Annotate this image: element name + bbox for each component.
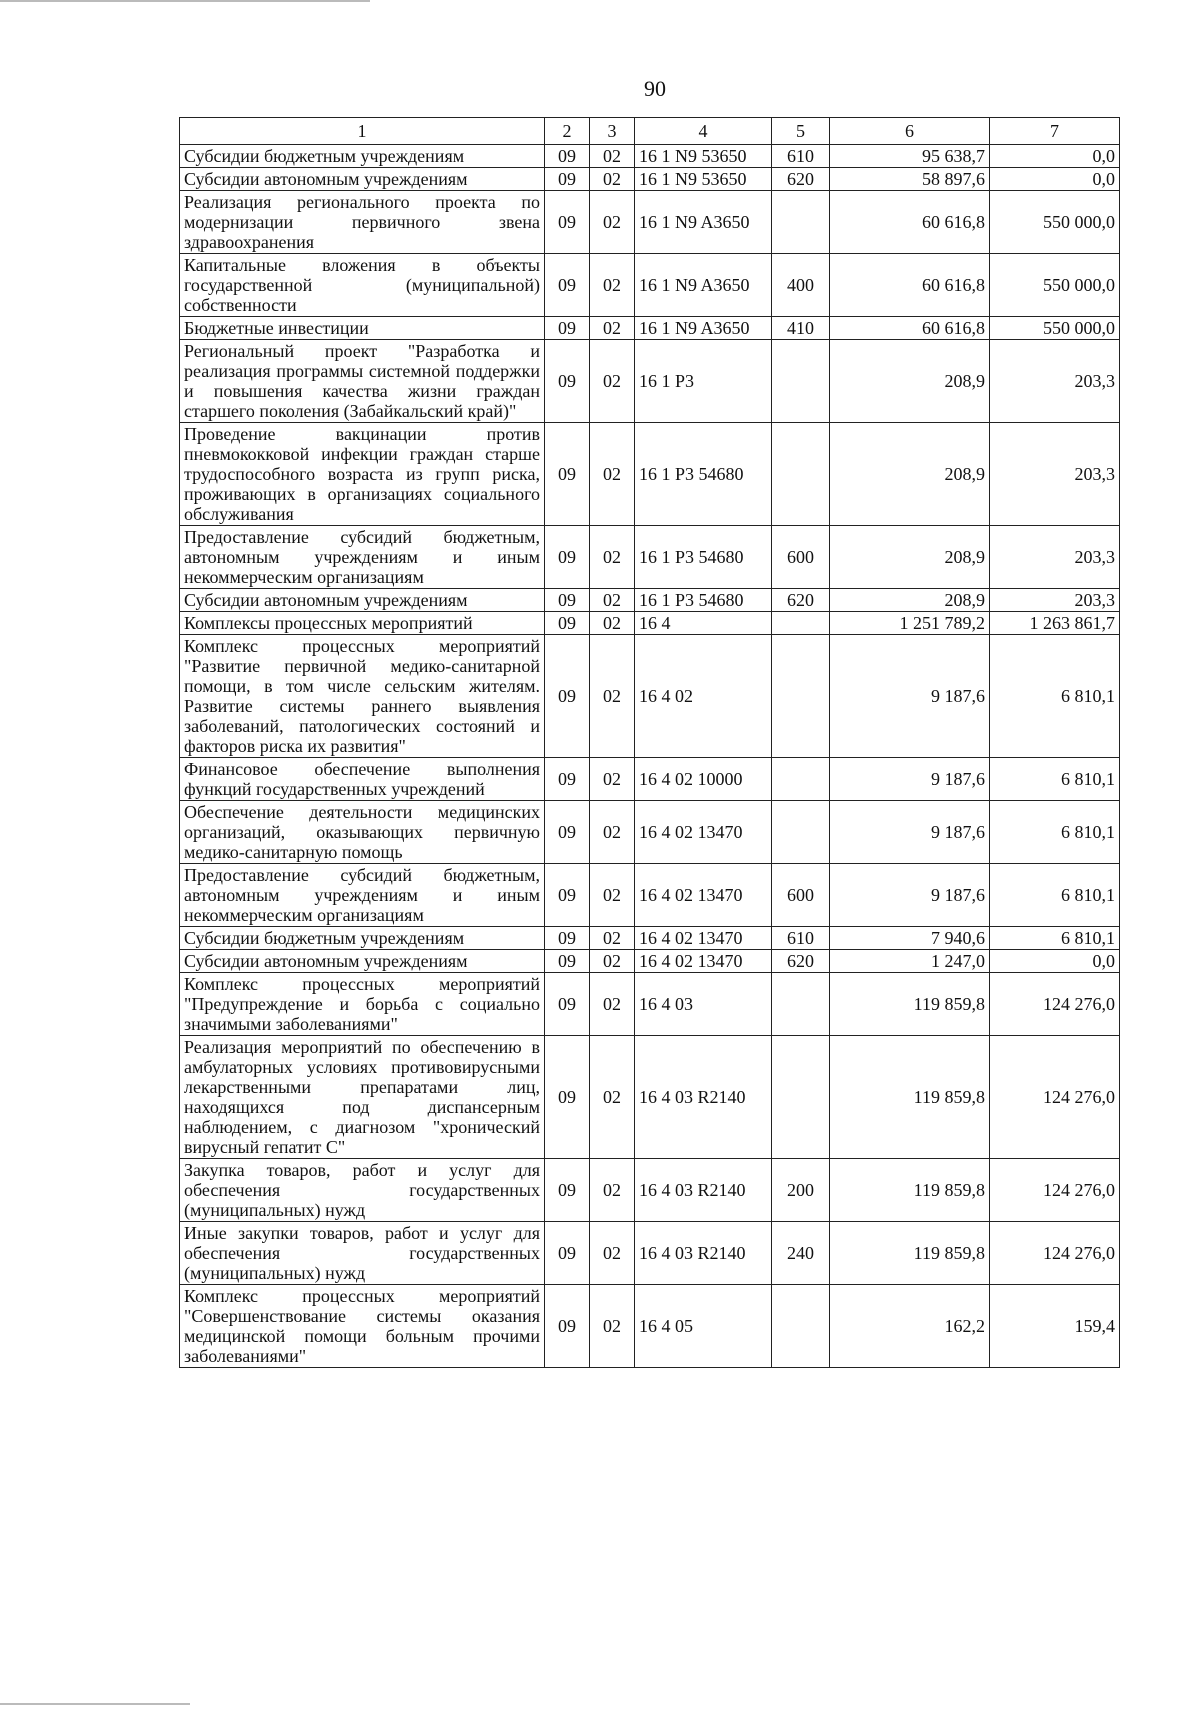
cell-amount-year2: 203,3 (990, 340, 1120, 423)
table-row (180, 635, 1120, 758)
cell-subsection: 02 (590, 927, 635, 950)
scan-border-top (0, 0, 370, 2)
cell-expense-type: 400 (772, 254, 830, 317)
cell-target-article: 16 1 P3 54680 (635, 526, 772, 589)
table-row (180, 145, 1120, 168)
cell-subsection: 02 (590, 1222, 635, 1285)
cell-subsection: 02 (590, 950, 635, 973)
cell-expense-type: 200 (772, 1159, 830, 1222)
cell-expense-type: 620 (772, 950, 830, 973)
cell-name: Комплекс процессных мероприятий "Предупреждение и борьба с социально значимыми заболеваниями" (180, 973, 545, 1036)
cell-section: 09 (545, 168, 590, 191)
cell-amount-year1: 208,9 (830, 589, 990, 612)
column-header: 4 (635, 118, 772, 145)
table-row (180, 1285, 1120, 1368)
cell-amount-year1: 119 859,8 (830, 1036, 990, 1159)
cell-amount-year1: 60 616,8 (830, 317, 990, 340)
cell-amount-year2: 6 810,1 (990, 864, 1120, 927)
cell-target-article: 16 4 02 13470 (635, 950, 772, 973)
cell-name: Субсидии автономным учреждениям (180, 950, 545, 973)
table-row (180, 758, 1120, 801)
cell-section: 09 (545, 423, 590, 526)
cell-section: 09 (545, 612, 590, 635)
cell-amount-year2: 124 276,0 (990, 1159, 1120, 1222)
cell-section: 09 (545, 973, 590, 1036)
cell-subsection: 02 (590, 801, 635, 864)
table-row (180, 927, 1120, 950)
cell-subsection: 02 (590, 168, 635, 191)
table-row (180, 801, 1120, 864)
cell-amount-year2: 550 000,0 (990, 317, 1120, 340)
cell-expense-type: 410 (772, 317, 830, 340)
cell-target-article: 16 1 N9 A3650 (635, 317, 772, 340)
cell-amount-year2: 6 810,1 (990, 927, 1120, 950)
cell-section: 09 (545, 1285, 590, 1368)
table-row (180, 191, 1120, 254)
cell-expense-type: 240 (772, 1222, 830, 1285)
cell-name: Финансовое обеспечение выполнения функций государственных учреждений (180, 758, 545, 801)
cell-amount-year2: 203,3 (990, 526, 1120, 589)
cell-expense-type (772, 973, 830, 1036)
cell-target-article: 16 4 03 (635, 973, 772, 1036)
table-row (180, 423, 1120, 526)
cell-section: 09 (545, 950, 590, 973)
column-header: 5 (772, 118, 830, 145)
cell-section: 09 (545, 340, 590, 423)
cell-name: Обеспечение деятельности медицинских организаций, оказывающих первичную медико-санитарную помощь (180, 801, 545, 864)
cell-amount-year1: 1 251 789,2 (830, 612, 990, 635)
cell-amount-year1: 119 859,8 (830, 1159, 990, 1222)
cell-name: Предоставление субсидий бюджетным, автономным учреждениям и иным некоммерческим организациям (180, 864, 545, 927)
table-row (180, 950, 1120, 973)
cell-amount-year2: 159,4 (990, 1285, 1120, 1368)
cell-target-article: 16 4 03 R2140 (635, 1222, 772, 1285)
table-row (180, 612, 1120, 635)
budget-table (179, 117, 1120, 1368)
cell-amount-year1: 9 187,6 (830, 758, 990, 801)
cell-section: 09 (545, 526, 590, 589)
cell-expense-type: 610 (772, 927, 830, 950)
cell-amount-year1: 1 247,0 (830, 950, 990, 973)
cell-amount-year1: 9 187,6 (830, 864, 990, 927)
cell-name: Закупка товаров, работ и услуг для обеспечения государственных (муниципальных) нужд (180, 1159, 545, 1222)
cell-amount-year2: 550 000,0 (990, 254, 1120, 317)
cell-subsection: 02 (590, 1285, 635, 1368)
cell-expense-type: 600 (772, 864, 830, 927)
table-row (180, 1036, 1120, 1159)
cell-section: 09 (545, 1222, 590, 1285)
cell-target-article: 16 4 03 R2140 (635, 1159, 772, 1222)
cell-amount-year2: 124 276,0 (990, 1036, 1120, 1159)
column-header: 3 (590, 118, 635, 145)
cell-target-article: 16 4 (635, 612, 772, 635)
table-row (180, 340, 1120, 423)
cell-amount-year2: 203,3 (990, 589, 1120, 612)
cell-amount-year1: 208,9 (830, 526, 990, 589)
cell-amount-year2: 0,0 (990, 950, 1120, 973)
cell-expense-type (772, 1285, 830, 1368)
column-header: 2 (545, 118, 590, 145)
cell-name: Бюджетные инвестиции (180, 317, 545, 340)
cell-target-article: 16 4 02 13470 (635, 864, 772, 927)
cell-expense-type (772, 1036, 830, 1159)
cell-section: 09 (545, 317, 590, 340)
table-row (180, 1222, 1120, 1285)
cell-section: 09 (545, 145, 590, 168)
cell-name: Иные закупки товаров, работ и услуг для обеспечения государственных (муниципальных) нужд (180, 1222, 545, 1285)
table-row (180, 864, 1120, 927)
column-header: 6 (830, 118, 990, 145)
cell-target-article: 16 1 N9 A3650 (635, 254, 772, 317)
cell-target-article: 16 4 05 (635, 1285, 772, 1368)
cell-amount-year1: 60 616,8 (830, 254, 990, 317)
cell-target-article: 16 1 P3 54680 (635, 589, 772, 612)
cell-subsection: 02 (590, 973, 635, 1036)
cell-subsection: 02 (590, 635, 635, 758)
cell-subsection: 02 (590, 191, 635, 254)
cell-amount-year1: 119 859,8 (830, 973, 990, 1036)
table-row (180, 1159, 1120, 1222)
cell-amount-year2: 203,3 (990, 423, 1120, 526)
cell-name: Проведение вакцинации против пневмококковой инфекции граждан старше трудоспособного возраста из групп риска, проживающих в организациях социального обслуживания (180, 423, 545, 526)
cell-amount-year1: 7 940,6 (830, 927, 990, 950)
cell-amount-year2: 0,0 (990, 145, 1120, 168)
cell-name: Субсидии бюджетным учреждениям (180, 145, 545, 168)
cell-subsection: 02 (590, 1159, 635, 1222)
cell-name: Предоставление субсидий бюджетным, автономным учреждениям и иным некоммерческим организациям (180, 526, 545, 589)
cell-name: Региональный проект "Разработка и реализация программы системной поддержки и повышения качества жизни граждан старшего поколения (Забайкальский край)" (180, 340, 545, 423)
cell-expense-type (772, 801, 830, 864)
cell-subsection: 02 (590, 526, 635, 589)
cell-target-article: 16 4 02 10000 (635, 758, 772, 801)
scan-border-bottom (0, 1703, 190, 1705)
cell-subsection: 02 (590, 612, 635, 635)
cell-subsection: 02 (590, 423, 635, 526)
cell-name: Комплексы процессных мероприятий (180, 612, 545, 635)
cell-section: 09 (545, 801, 590, 864)
cell-expense-type (772, 423, 830, 526)
cell-target-article: 16 1 N9 53650 (635, 168, 772, 191)
cell-amount-year2: 6 810,1 (990, 635, 1120, 758)
cell-section: 09 (545, 1036, 590, 1159)
cell-subsection: 02 (590, 145, 635, 168)
cell-subsection: 02 (590, 589, 635, 612)
cell-amount-year1: 95 638,7 (830, 145, 990, 168)
cell-expense-type (772, 758, 830, 801)
cell-section: 09 (545, 1159, 590, 1222)
cell-expense-type: 620 (772, 589, 830, 612)
cell-amount-year1: 162,2 (830, 1285, 990, 1368)
cell-amount-year1: 208,9 (830, 340, 990, 423)
cell-amount-year2: 0,0 (990, 168, 1120, 191)
cell-target-article: 16 4 03 R2140 (635, 1036, 772, 1159)
cell-section: 09 (545, 254, 590, 317)
cell-name: Субсидии автономным учреждениям (180, 168, 545, 191)
cell-amount-year1: 60 616,8 (830, 191, 990, 254)
cell-expense-type (772, 612, 830, 635)
column-header: 1 (180, 118, 545, 145)
cell-name: Реализация мероприятий по обеспечению в амбулаторных условиях противовирусными лекарственными препаратами лиц, находящихся под диспансерным наблюдением, с диагнозом "хронический вирусный гепатит С" (180, 1036, 545, 1159)
cell-subsection: 02 (590, 864, 635, 927)
cell-subsection: 02 (590, 254, 635, 317)
cell-target-article: 16 4 02 13470 (635, 801, 772, 864)
cell-subsection: 02 (590, 1036, 635, 1159)
cell-subsection: 02 (590, 317, 635, 340)
cell-target-article: 16 1 N9 53650 (635, 145, 772, 168)
cell-amount-year2: 124 276,0 (990, 973, 1120, 1036)
cell-section: 09 (545, 758, 590, 801)
cell-amount-year1: 208,9 (830, 423, 990, 526)
cell-target-article: 16 1 P3 (635, 340, 772, 423)
cell-target-article: 16 4 02 13470 (635, 927, 772, 950)
page-number: 90 (644, 76, 666, 101)
cell-amount-year2: 550 000,0 (990, 191, 1120, 254)
cell-amount-year1: 9 187,6 (830, 635, 990, 758)
column-header: 7 (990, 118, 1120, 145)
cell-section: 09 (545, 589, 590, 612)
table-row (180, 317, 1120, 340)
table-row (180, 526, 1120, 589)
cell-amount-year2: 124 276,0 (990, 1222, 1120, 1285)
cell-expense-type: 600 (772, 526, 830, 589)
cell-section: 09 (545, 927, 590, 950)
table-row (180, 589, 1120, 612)
cell-name: Комплекс процессных мероприятий "Совершенствование системы оказания медицинской помощи больным прочими заболеваниями" (180, 1285, 545, 1368)
table-row (180, 254, 1120, 317)
cell-amount-year2: 6 810,1 (990, 758, 1120, 801)
cell-name: Комплекс процессных мероприятий "Развитие первичной медико-санитарной помощи, в том числе сельским жителям. Развитие системы раннего выявления заболеваний, патологических состояний и факторов риска их развития" (180, 635, 545, 758)
cell-target-article: 16 1 N9 A3650 (635, 191, 772, 254)
cell-expense-type (772, 191, 830, 254)
table-header-row (180, 118, 1120, 145)
table-body (180, 145, 1120, 1368)
cell-target-article: 16 1 P3 54680 (635, 423, 772, 526)
table-row (180, 973, 1120, 1036)
cell-subsection: 02 (590, 340, 635, 423)
cell-expense-type (772, 635, 830, 758)
cell-section: 09 (545, 864, 590, 927)
cell-name: Субсидии бюджетным учреждениям (180, 927, 545, 950)
cell-amount-year1: 58 897,6 (830, 168, 990, 191)
cell-expense-type: 610 (772, 145, 830, 168)
table-row (180, 168, 1120, 191)
cell-name: Реализация регионального проекта по модернизации первичного звена здравоохранения (180, 191, 545, 254)
cell-expense-type (772, 340, 830, 423)
cell-amount-year1: 9 187,6 (830, 801, 990, 864)
cell-name: Капитальные вложения в объекты государственной (муниципальной) собственности (180, 254, 545, 317)
cell-expense-type: 620 (772, 168, 830, 191)
cell-name: Субсидии автономным учреждениям (180, 589, 545, 612)
cell-amount-year2: 1 263 861,7 (990, 612, 1120, 635)
cell-amount-year1: 119 859,8 (830, 1222, 990, 1285)
cell-subsection: 02 (590, 758, 635, 801)
cell-section: 09 (545, 191, 590, 254)
cell-section: 09 (545, 635, 590, 758)
cell-target-article: 16 4 02 (635, 635, 772, 758)
cell-amount-year2: 6 810,1 (990, 801, 1120, 864)
